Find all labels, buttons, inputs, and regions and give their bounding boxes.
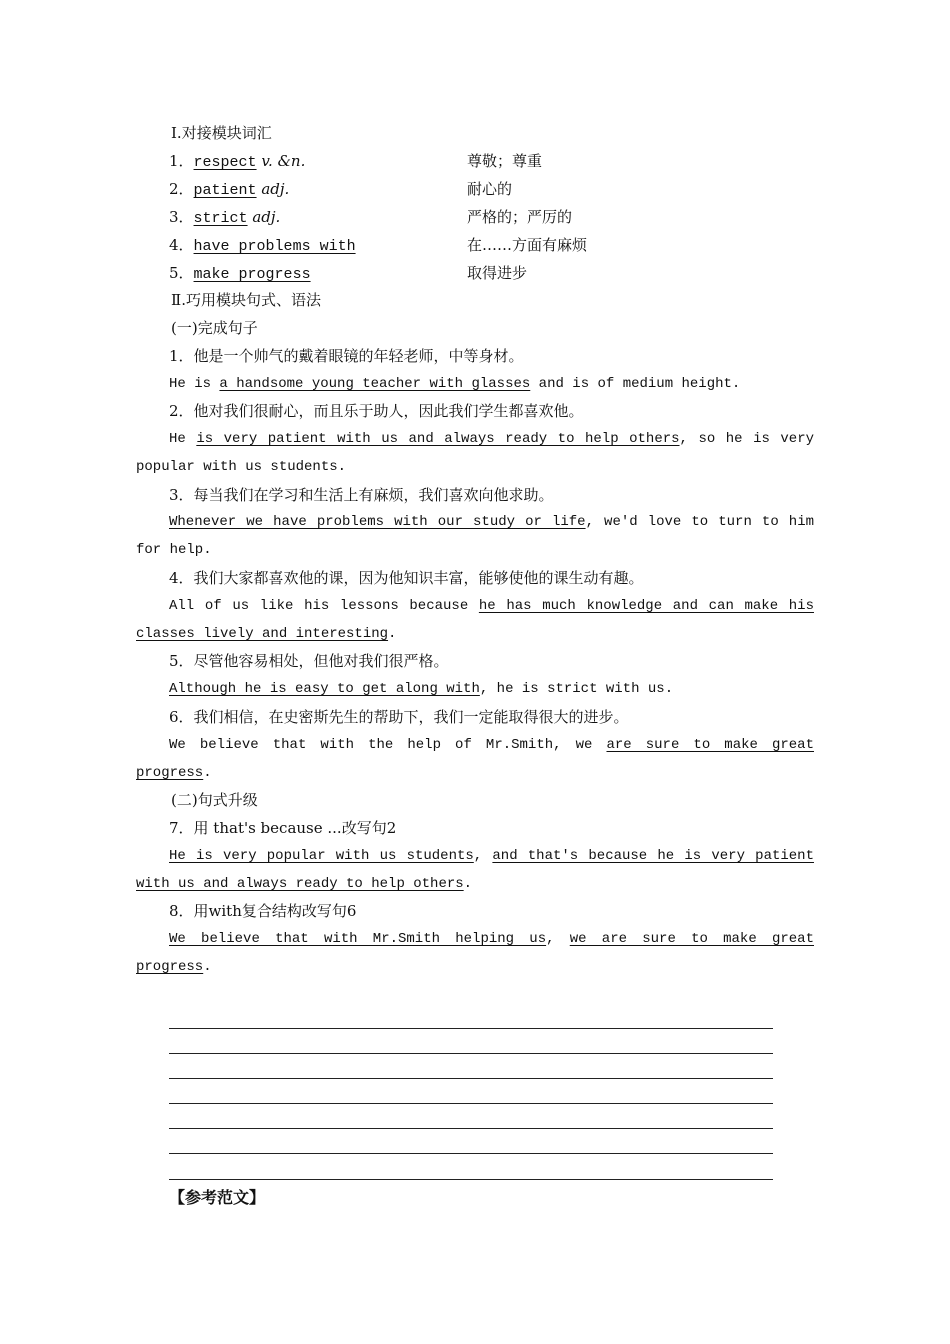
answer-blank: he has much knowledge and can make his (478, 598, 814, 614)
q3-answer-line2: for help. (136, 542, 212, 558)
subsection-complete-sentences: (一)完成句子 (171, 319, 258, 337)
reference-essay-label: 【参考范文】 (169, 1188, 266, 1207)
writing-line (169, 1153, 773, 1154)
q8-instruction: 8．用with复合结构改写句6 (169, 902, 357, 920)
vocab-item-2: 2．patient adj. (169, 180, 290, 199)
q6-answer-line2: progress. (136, 765, 212, 781)
q5-answer-line: Although he is easy to get along with, he is strict with us. (169, 681, 674, 697)
q6-chinese: 6．我们相信，在史密斯先生的帮助下，我们一定能取得很大的进步。 (169, 708, 629, 726)
answer-blank: is very patient with us and always ready to help others (196, 431, 680, 447)
q8-answer-line: We believe that with Mr.Smith helping us, we are sure to make great (169, 931, 814, 947)
vocab-word: have problems with (193, 238, 356, 255)
q1-answer-line: He is a handsome young teacher with glasses and is of medium height. (169, 376, 741, 392)
answer-blank: and that's because he is very patient (492, 848, 814, 864)
vocab-word: make progress (193, 266, 311, 283)
vocab-meaning-2: 耐心的 (467, 180, 513, 198)
q4-answer-line: All of us like his lessons because he has much knowledge and can make his (169, 598, 814, 614)
vocab-item-4: 4．have problems with (169, 236, 356, 255)
answer-blank: are sure to make great (606, 737, 814, 753)
answer-blank: Whenever we have problems with our study or life (169, 514, 586, 530)
answer-blank: progress (136, 959, 204, 975)
q7-answer-line2: with us and always ready to help others. (136, 876, 473, 892)
vocab-pos: v. &n. (261, 152, 306, 170)
vocab-item-3: 3．strict adj. (169, 208, 281, 227)
q7-instruction: 7．用 that's because ...改写句2 (169, 819, 397, 837)
writing-line (169, 1128, 773, 1129)
answer-blank: Although he is easy to get along with (169, 681, 480, 697)
q1-chinese: 1．他是一个帅气的戴着眼镜的年轻老师，中等身材。 (169, 347, 524, 365)
vocab-word: strict (193, 210, 248, 227)
q6-answer-line: We believe that with the help of Mr.Smith, we are sure to make great (169, 737, 814, 753)
subsection-sentence-upgrade: (二)句式升级 (171, 791, 258, 809)
writing-line (169, 1078, 773, 1079)
section2-heading: Ⅱ.巧用模块句式、语法 (171, 291, 321, 309)
vocab-item-5: 5．make progress (169, 264, 311, 283)
vocab-meaning-3: 严格的；严厉的 (467, 208, 573, 226)
q4-chinese: 4．我们大家都喜欢他的课，因为他知识丰富，能够使他的课生动有趣。 (169, 569, 644, 587)
q3-answer-line: Whenever we have problems with our study or life, we'd love to turn to him (169, 514, 814, 530)
answer-blank: We believe that with Mr.Smith helping us (169, 931, 547, 947)
q2-answer-line: He is very patient with us and always ready to help others, so he is very (169, 431, 814, 447)
q2-answer-line2: popular with us students. (136, 459, 347, 475)
q5-chinese: 5．尽管他容易相处，但他对我们很严格。 (169, 652, 449, 670)
vocab-meaning-1: 尊敬；尊重 (467, 152, 543, 170)
vocab-pos: adj. (252, 208, 281, 226)
vocab-pos: adj. (261, 180, 290, 198)
answer-blank: a handsome young teacher with glasses (219, 376, 531, 392)
vocab-word: respect (193, 154, 257, 171)
q8-answer-line2: progress. (136, 959, 212, 975)
vocab-meaning-5: 取得进步 (467, 264, 528, 282)
q2-chinese: 2．他对我们很耐心，而且乐于助人，因此我们学生都喜欢他。 (169, 402, 584, 420)
vocab-item-1: 1．respect v. &n. (169, 152, 306, 171)
answer-blank: He is very popular with us students (169, 848, 474, 864)
answer-blank: classes lively and interesting (136, 626, 389, 642)
q4-answer-line2: classes lively and interesting. (136, 626, 397, 642)
q3-chinese: 3．每当我们在学习和生活上有麻烦，我们喜欢向他求助。 (169, 486, 554, 504)
answer-blank: with us and always ready to help others (136, 876, 464, 892)
writing-line (169, 1028, 773, 1029)
section1-heading: Ⅰ.对接模块词汇 (171, 124, 272, 142)
answer-blank: progress (136, 765, 204, 781)
vocab-meaning-4: 在……方面有麻烦 (467, 236, 588, 254)
writing-line (169, 1053, 773, 1054)
q7-answer-line: He is very popular with us students, and that's because he is very patient (169, 848, 814, 864)
answer-blank: we are sure to make great (569, 931, 814, 947)
writing-line (169, 1103, 773, 1104)
writing-line (169, 1179, 773, 1180)
vocab-word: patient (193, 182, 257, 199)
